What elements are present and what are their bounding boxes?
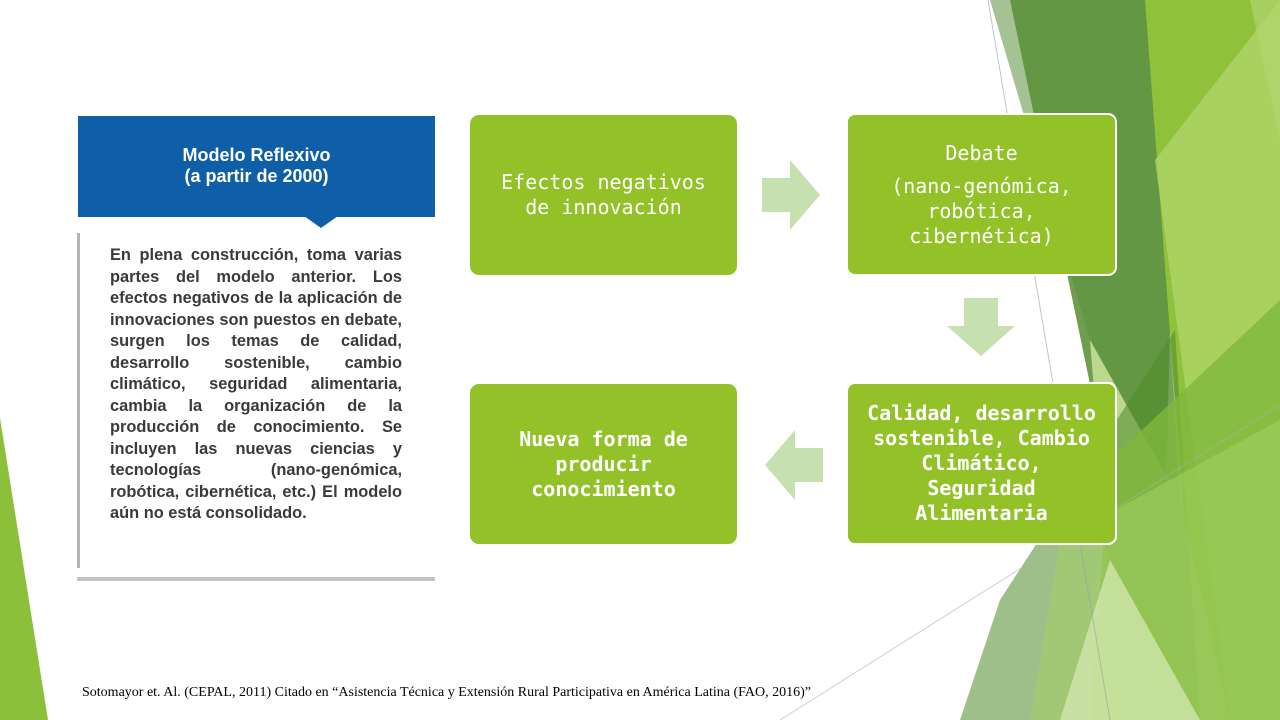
flow-box-negative-effects [470,115,737,275]
panel-left-rule [77,233,80,568]
flow-box-debate-title: Debate [945,140,1018,165]
right-facets [780,0,1280,720]
left-edge-shape [0,418,48,720]
panel-header-pointer [304,216,338,228]
arrow-left [765,430,823,500]
flow-box-new-knowledge-label: Nueva forma de producir conocimiento [519,426,688,501]
flow-box-debate-detail: (nano-genómica, robótica, cibernética) [891,173,1072,248]
flow-box-quality [846,382,1117,545]
panel-description: En plena construcción, toma varias partes del modelo anterior. Los efectos negativos de la aplicación de innovaciones son puestos en debate, surgen los temas de calidad, desarrollo sostenible, cambio climático, seguridad alimentaria, cambia la organización de la producción de conocimiento. Se incluyen las nuevas ciencias y tecnologías (nano-genómica, robótica, cibernética, etc.) El modelo aún no está consolidado. [110,246,402,522]
reflexive-model-panel [77,115,435,583]
arrow-right [762,160,820,230]
panel-bottom-rule [77,577,435,581]
panel-header [78,116,435,217]
source-citation: Sotomayor et. Al. (CEPAL, 2011) Citado en “Asistencia Técnica y Extensión Rural Participativa en América Latina (FAO, 2016)” [82,685,811,700]
arrow-down [947,298,1015,356]
panel-header-subtitle: (a partir de 2000) [184,166,329,186]
flow-box-new-knowledge [470,384,737,544]
flow-box-quality-label: Calidad, desarrollo sostenible, Cambio Climático, Seguridad Alimentaria [867,401,1096,525]
flow-box-negative-effects-label: Efectos negativos de innovación [501,170,706,219]
panel-header-title: Modelo Reflexivo [182,145,331,165]
flow-box-debate [846,113,1117,276]
